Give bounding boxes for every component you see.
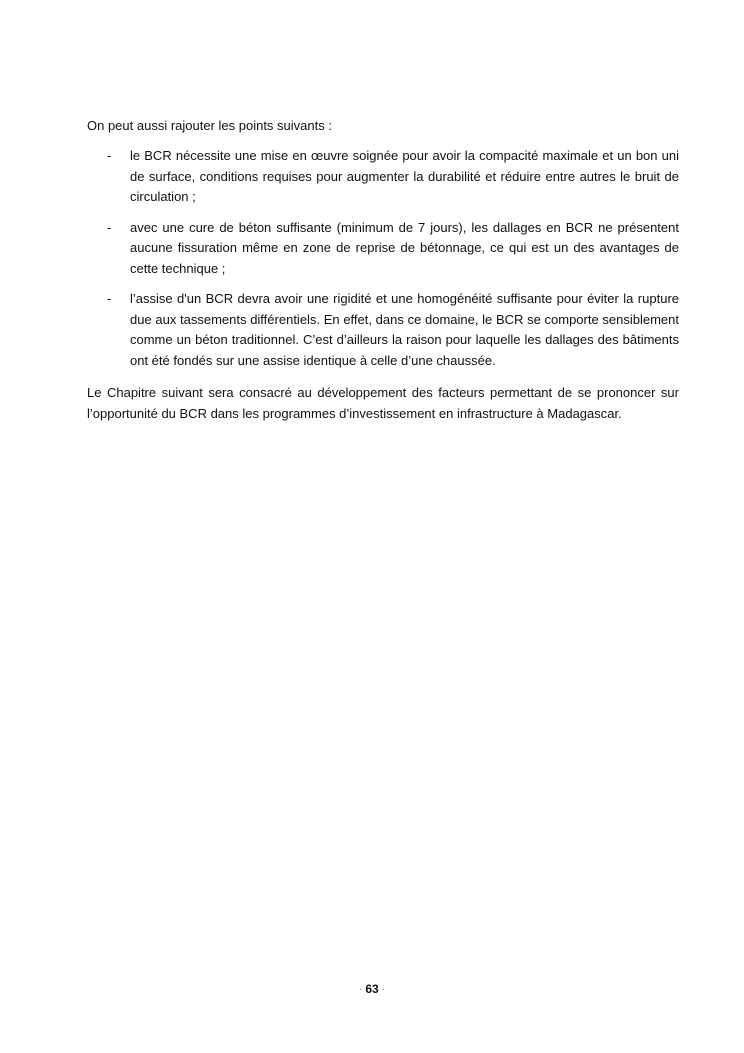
bullet-dash: - [107,291,112,306]
conclusion-paragraph: Le Chapitre suivant sera consacré au développement des facteurs permettant de se prononcer sur l’opportunité du BCR dans les programmes d’investissement en infrastructure à Madagascar. [87,385,679,421]
page-number-value: 63 [365,982,379,996]
page-number-left-mark: - [359,986,362,994]
page-number [0,982,744,996]
bullet-list [87,146,679,381]
bullet-dash: - [107,219,112,235]
list-item [87,289,679,371]
list-item [87,218,679,280]
bullet-text: le BCR nécessite une mise en œuvre soignée pour avoir la compacité maximale et un bon uni de surface, conditions requises pour augmenter la durabilité et réduire entre autres le bruit de circulation ; [130,148,679,204]
bullet-text: l’assise d'un BCR devra avoir une rigidité et une homogénéité suffisante pour éviter la rupture due aux tassements différentiels. En effet, dans ce domaine, le BCR se comporte sensiblement comme un béton traditionnel. C’est d’ailleurs la raison pour laquelle les dallages des bâtiments ont été fondés sur une assise identique à celle d’une chaussée. [130,291,679,368]
intro-paragraph: On peut aussi rajouter les points suivants : [87,118,332,133]
bullet-text: avec une cure de béton suffisante (minimum de 7 jours), les dallages en BCR ne présentent aucune fissuration même en zone de reprise de bétonnage, ce qui est un des avantages de cette technique ; [130,219,679,276]
bullet-dash: - [107,148,112,163]
list-item [87,146,679,208]
page-number-right-mark: - [382,986,385,994]
